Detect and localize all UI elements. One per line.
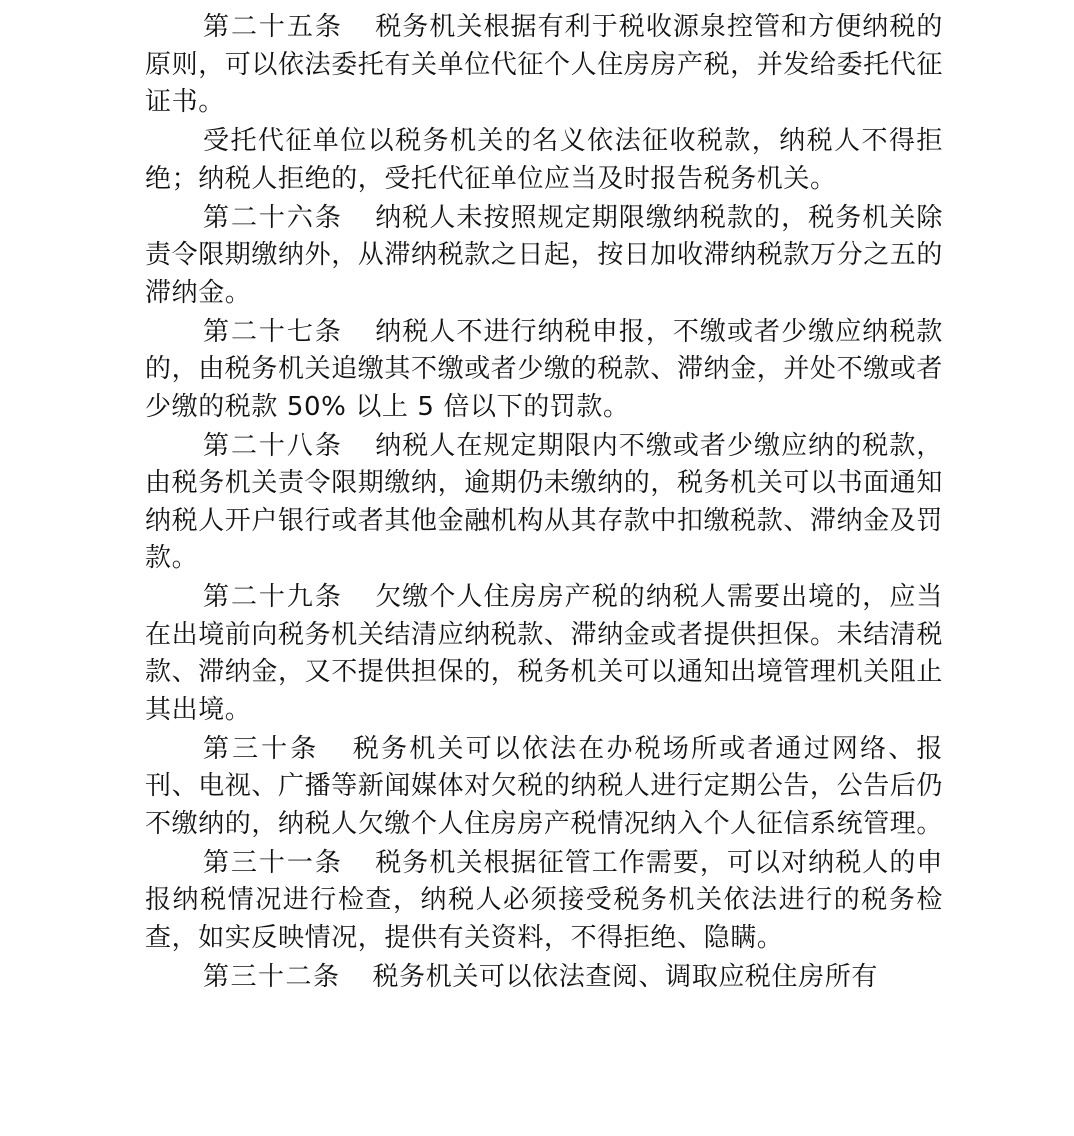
article-number: 第三十二条 — [203, 961, 341, 992]
paragraph-article-28 — [145, 428, 943, 578]
article-number: 第二十七条 — [203, 316, 343, 347]
paragraph-article-29 — [145, 579, 943, 729]
article-text: 税务机关根据征管工作需要，可以对纳税人的申报纳税情况进行检查，纳税人必须接受税务机关依法进行的税务检查，如实反映情况，提供有关资料，不得拒绝、隐瞒。 — [145, 847, 943, 953]
article-number: 第三十条 — [203, 733, 320, 764]
paragraph-article-30 — [145, 731, 943, 844]
article-number: 第三十一条 — [203, 847, 343, 878]
paragraph-article-25-continued — [145, 123, 943, 198]
article-text: 纳税人在规定期限内不缴或者少缴应纳的税款，由税务机关责令限期缴纳，逾期仍未缴纳的，税务机关可以书面通知纳税人开户银行或者其他金融机构从其存款中扣缴税款、滞纳金及罚款。 — [145, 430, 944, 573]
paragraph-article-25 — [145, 9, 943, 122]
article-text: 欠缴个人住房房产税的纳税人需要出境的，应当在出境前向税务机关结清应纳税款、滞纳金或者提供担保。未结清税款、滞纳金，又不提供担保的，税务机关可以通知出境管理机关阻止其出境。 — [145, 582, 944, 725]
paragraph-text: 受托代征单位以税务机关的名义依法征收税款，纳税人不得拒绝；纳税人拒绝的，受托代征单位应当及时报告税务机关。 — [145, 126, 943, 194]
article-number: 第二十五条 — [203, 12, 343, 42]
article-number: 第二十六条 — [203, 202, 343, 233]
article-text: 纳税人未按照规定期限缴纳税款的，税务机关除责令限期缴纳外，从滞纳税款之日起，按日加收滞纳税款万分之五的滞纳金。 — [145, 202, 944, 308]
paragraph-article-27 — [145, 314, 943, 427]
article-number: 第二十八条 — [203, 430, 343, 461]
article-number: 第二十九条 — [203, 582, 343, 612]
article-text: 税务机关可以依法查阅、调取应税住房所有 — [372, 961, 878, 992]
paragraph-article-26 — [145, 200, 943, 313]
paragraph-article-32 — [145, 959, 943, 997]
article-text: 税务机关可以依法在办税场所或者通过网络、报刊、电视、广播等新闻媒体对欠税的纳税人进行定期公告，公告后仍不缴纳的，纳税人欠缴个人住房房产税情况纳入个人征信系统管理。 — [145, 733, 944, 839]
article-text: 纳税人不进行纳税申报，不缴或者少缴应纳税款的，由税务机关追缴其不缴或者少缴的税款、滞纳金，并处不缴或者少缴的税款 50% 以上 5 倍以下的罚款。 — [145, 316, 944, 422]
article-text: 税务机关根据有利于税收源泉控管和方便纳税的原则，可以依法委托有关单位代征个人住房房产税，并发给委托代征证书。 — [145, 12, 944, 117]
paragraph-article-31 — [145, 845, 943, 958]
document-page — [145, 9, 943, 998]
